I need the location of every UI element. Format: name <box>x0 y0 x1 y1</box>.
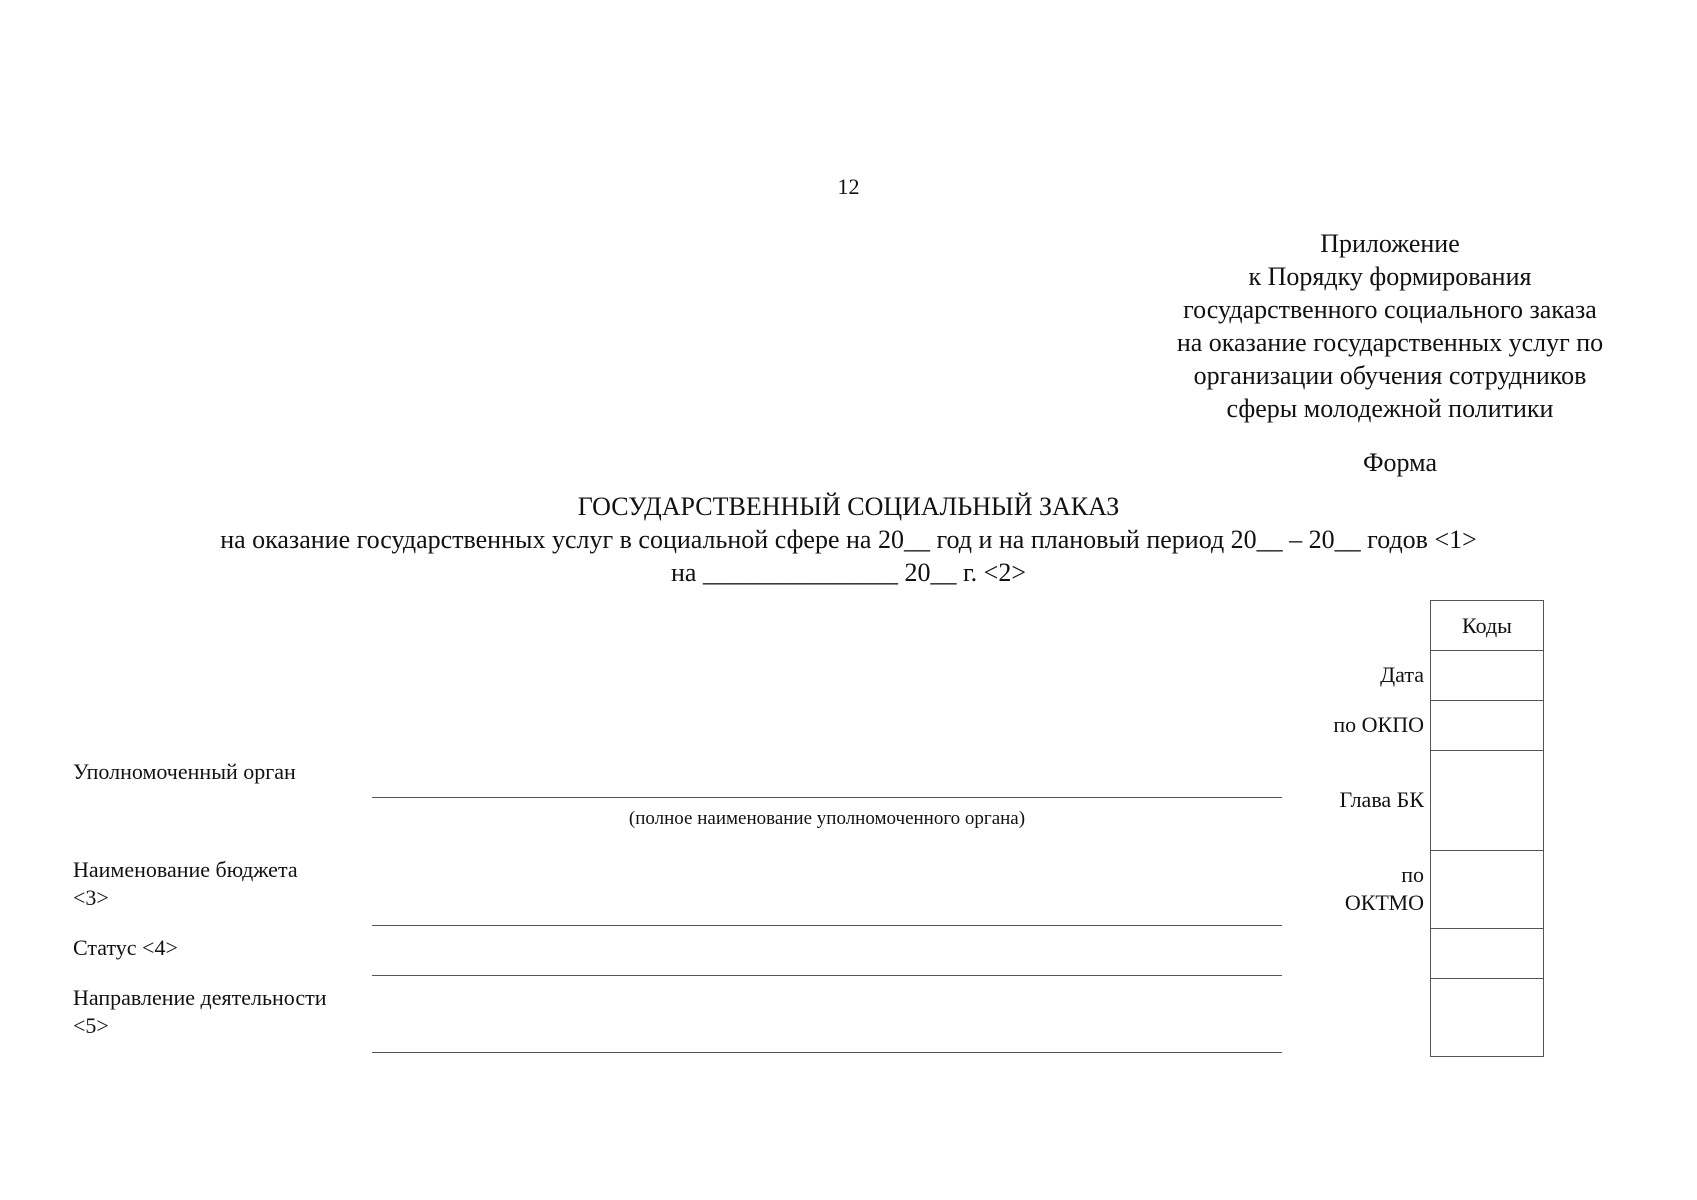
oktmo-code-cell[interactable] <box>1431 851 1544 929</box>
glava-bk-code-cell[interactable] <box>1431 751 1544 851</box>
glava-bk-code-label: Глава БК <box>1339 787 1424 812</box>
authorized-body-label: Уполномоченный орган <box>73 759 296 784</box>
direction-label <box>73 984 327 1040</box>
codes-table <box>1430 600 1544 1057</box>
page-number: 12 <box>837 174 860 199</box>
direction-code-cell[interactable] <box>1431 979 1544 1057</box>
budget-name-field-line[interactable] <box>372 925 1282 926</box>
budget-name-label-line: <3> <box>73 885 109 910</box>
appendix-line: Приложение <box>1320 229 1460 258</box>
appendix-line: к Порядку формирования <box>1248 262 1532 291</box>
direction-label-line: Направление деятельности <box>73 985 327 1010</box>
appendix-block <box>1130 227 1650 425</box>
form-label: Форма <box>1363 448 1437 477</box>
date-code-cell[interactable] <box>1431 651 1544 701</box>
okpo-code-cell[interactable] <box>1431 701 1544 751</box>
appendix-line: государственного социального заказа <box>1183 295 1597 324</box>
appendix-line: сферы молодежной политики <box>1226 394 1554 423</box>
appendix-line: на оказание государственных услуг по <box>1176 328 1604 357</box>
document-title-block <box>0 490 1697 589</box>
document-subtitle: на оказание государственных услуг в социальной сфере на 20__ год и на плановый период 20__ – 20__ годов <1> <box>220 525 1477 554</box>
budget-name-label <box>73 856 298 912</box>
authorized-body-hint: (полное наименование уполномоченного органа) <box>628 808 1026 829</box>
budget-name-label-line: Наименование бюджета <box>73 857 298 882</box>
appendix-line: организации обучения сотрудников <box>1193 361 1587 390</box>
status-code-cell[interactable] <box>1431 929 1544 979</box>
codes-header: Коды <box>1431 601 1544 651</box>
document-title: ГОСУДАРСТВЕННЫЙ СОЦИАЛЬНЫЙ ЗАКАЗ <box>577 492 1120 521</box>
document-date-line: на _______________ 20__ г. <2> <box>670 558 1026 587</box>
status-field-line[interactable] <box>372 975 1282 976</box>
oktmo-code-label <box>1260 861 1424 917</box>
oktmo-code-label-line: по <box>1401 862 1424 887</box>
date-code-label: Дата <box>1380 662 1424 687</box>
oktmo-code-label-line: ОКТМО <box>1344 890 1424 915</box>
direction-field-line[interactable] <box>372 1052 1282 1053</box>
status-label: Статус <4> <box>73 935 178 960</box>
direction-label-line: <5> <box>73 1013 109 1038</box>
authorized-body-field-line[interactable] <box>372 797 1282 798</box>
okpo-code-label: по ОКПО <box>1333 712 1424 737</box>
